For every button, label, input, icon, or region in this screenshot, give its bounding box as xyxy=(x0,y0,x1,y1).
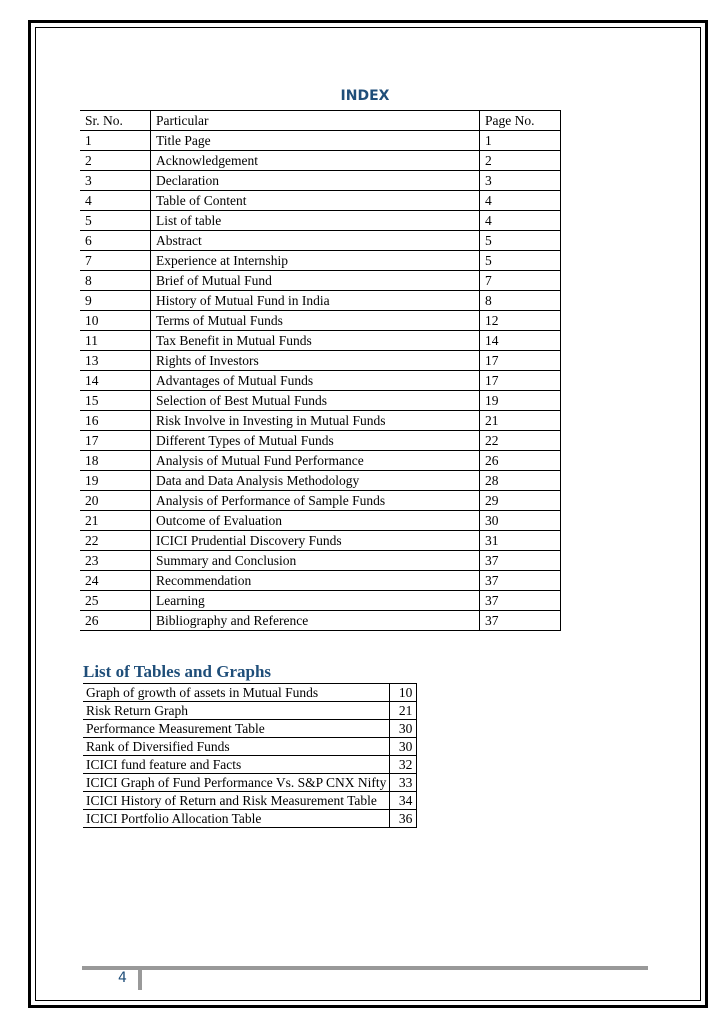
list-of-tables-title: List of Tables and Graphs xyxy=(83,662,272,681)
index-row xyxy=(80,391,561,411)
index-particular-cell: ICICI Prudential Discovery Funds xyxy=(151,531,480,551)
index-particular-cell: Table of Content xyxy=(151,191,480,211)
header-sr: Sr. No. xyxy=(80,111,151,131)
index-particular-cell: Summary and Conclusion xyxy=(151,551,480,571)
index-sr-cell: 3 xyxy=(80,171,151,191)
index-title: INDEX xyxy=(340,88,390,104)
lot-page-cell: 34 xyxy=(390,792,417,810)
index-row xyxy=(80,591,561,611)
index-particular-cell: Analysis of Performance of Sample Funds xyxy=(151,491,480,511)
index-row xyxy=(80,171,561,191)
index-page-cell: 37 xyxy=(480,571,561,591)
index-particular-cell: Learning xyxy=(151,591,480,611)
index-particular-cell: Selection of Best Mutual Funds xyxy=(151,391,480,411)
index-particular-cell: Rights of Investors xyxy=(151,351,480,371)
index-particular-cell: Terms of Mutual Funds xyxy=(151,311,480,331)
index-sr-cell: 2 xyxy=(80,151,151,171)
index-sr-cell: 15 xyxy=(80,391,151,411)
index-row xyxy=(80,551,561,571)
index-row xyxy=(80,231,561,251)
list-of-tables-table xyxy=(83,683,417,828)
list-of-tables-row xyxy=(83,684,417,702)
index-particular-cell: Acknowledgement xyxy=(151,151,480,171)
index-row xyxy=(80,531,561,551)
index-row xyxy=(80,351,561,371)
index-row xyxy=(80,311,561,331)
footer-separator xyxy=(138,968,142,990)
index-row xyxy=(80,511,561,531)
index-row xyxy=(80,331,561,351)
index-row xyxy=(80,431,561,451)
list-of-tables-row xyxy=(83,810,417,828)
list-of-tables-row xyxy=(83,738,417,756)
index-page-cell: 2 xyxy=(480,151,561,171)
index-particular-cell: List of table xyxy=(151,211,480,231)
index-row xyxy=(80,211,561,231)
index-particular-cell: Advantages of Mutual Funds xyxy=(151,371,480,391)
index-particular-cell: Risk Involve in Investing in Mutual Funds xyxy=(151,411,480,431)
index-table xyxy=(80,110,561,631)
list-of-tables-row xyxy=(83,756,417,774)
lot-page-cell: 30 xyxy=(390,738,417,756)
index-row xyxy=(80,291,561,311)
lot-name-cell: Graph of growth of assets in Mutual Funds xyxy=(83,684,390,702)
list-of-tables-row xyxy=(83,702,417,720)
index-row xyxy=(80,571,561,591)
index-sr-cell: 21 xyxy=(80,511,151,531)
index-sr-cell: 10 xyxy=(80,311,151,331)
index-page-cell: 29 xyxy=(480,491,561,511)
list-of-tables-row xyxy=(83,774,417,792)
index-page-cell: 4 xyxy=(480,211,561,231)
index-page-cell: 37 xyxy=(480,591,561,611)
header-particular: Particular xyxy=(151,111,480,131)
index-page-cell: 7 xyxy=(480,271,561,291)
index-particular-cell: Declaration xyxy=(151,171,480,191)
index-sr-cell: 22 xyxy=(80,531,151,551)
index-sr-cell: 16 xyxy=(80,411,151,431)
page-number: 4 xyxy=(118,970,127,986)
lot-name-cell: ICICI History of Return and Risk Measurement Table xyxy=(83,792,390,810)
lot-name-cell: ICICI fund feature and Facts xyxy=(83,756,390,774)
index-row xyxy=(80,491,561,511)
index-particular-cell: Recommendation xyxy=(151,571,480,591)
index-sr-cell: 7 xyxy=(80,251,151,271)
lot-page-cell: 10 xyxy=(390,684,417,702)
index-page-cell: 3 xyxy=(480,171,561,191)
index-sr-cell: 18 xyxy=(80,451,151,471)
index-row xyxy=(80,471,561,491)
index-page-cell: 37 xyxy=(480,611,561,631)
index-page-cell: 5 xyxy=(480,231,561,251)
index-sr-cell: 23 xyxy=(80,551,151,571)
index-sr-cell: 13 xyxy=(80,351,151,371)
index-page-cell: 22 xyxy=(480,431,561,451)
index-sr-cell: 26 xyxy=(80,611,151,631)
index-page-cell: 5 xyxy=(480,251,561,271)
index-page-cell: 30 xyxy=(480,511,561,531)
index-row xyxy=(80,271,561,291)
index-row xyxy=(80,371,561,391)
index-particular-cell: Outcome of Evaluation xyxy=(151,511,480,531)
index-page-cell: 21 xyxy=(480,411,561,431)
index-sr-cell: 6 xyxy=(80,231,151,251)
index-page-cell: 12 xyxy=(480,311,561,331)
lot-name-cell: Performance Measurement Table xyxy=(83,720,390,738)
index-row xyxy=(80,131,561,151)
lot-name-cell: Risk Return Graph xyxy=(83,702,390,720)
lot-name-cell: Rank of Diversified Funds xyxy=(83,738,390,756)
index-page-cell: 28 xyxy=(480,471,561,491)
index-page-cell: 1 xyxy=(480,131,561,151)
index-particular-cell: Analysis of Mutual Fund Performance xyxy=(151,451,480,471)
index-row xyxy=(80,451,561,471)
index-sr-cell: 11 xyxy=(80,331,151,351)
header-page: Page No. xyxy=(480,111,561,131)
list-of-tables-row xyxy=(83,792,417,810)
index-sr-cell: 5 xyxy=(80,211,151,231)
index-particular-cell: Abstract xyxy=(151,231,480,251)
index-sr-cell: 4 xyxy=(80,191,151,211)
lot-name-cell: ICICI Graph of Fund Performance Vs. S&P CNX Nifty xyxy=(83,774,390,792)
index-sr-cell: 9 xyxy=(80,291,151,311)
lot-page-cell: 32 xyxy=(390,756,417,774)
index-particular-cell: Experience at Internship xyxy=(151,251,480,271)
index-sr-cell: 19 xyxy=(80,471,151,491)
index-sr-cell: 20 xyxy=(80,491,151,511)
index-particular-cell: Tax Benefit in Mutual Funds xyxy=(151,331,480,351)
list-of-tables-row xyxy=(83,720,417,738)
index-sr-cell: 14 xyxy=(80,371,151,391)
index-page-cell: 26 xyxy=(480,451,561,471)
index-page-cell: 17 xyxy=(480,371,561,391)
index-row xyxy=(80,611,561,631)
index-sr-cell: 25 xyxy=(80,591,151,611)
lot-name-cell: ICICI Portfolio Allocation Table xyxy=(83,810,390,828)
index-row xyxy=(80,411,561,431)
index-sr-cell: 8 xyxy=(80,271,151,291)
index-particular-cell: Title Page xyxy=(151,131,480,151)
index-row xyxy=(80,191,561,211)
index-page-cell: 37 xyxy=(480,551,561,571)
index-sr-cell: 17 xyxy=(80,431,151,451)
lot-page-cell: 30 xyxy=(390,720,417,738)
index-sr-cell: 24 xyxy=(80,571,151,591)
index-sr-cell: 1 xyxy=(80,131,151,151)
index-page-cell: 14 xyxy=(480,331,561,351)
lot-page-cell: 33 xyxy=(390,774,417,792)
footer-rule xyxy=(82,966,648,970)
index-row xyxy=(80,151,561,171)
index-page-cell: 19 xyxy=(480,391,561,411)
index-particular-cell: Different Types of Mutual Funds xyxy=(151,431,480,451)
index-page-cell: 8 xyxy=(480,291,561,311)
index-page-cell: 17 xyxy=(480,351,561,371)
index-row xyxy=(80,251,561,271)
lot-page-cell: 21 xyxy=(390,702,417,720)
index-particular-cell: History of Mutual Fund in India xyxy=(151,291,480,311)
index-page-cell: 4 xyxy=(480,191,561,211)
index-page-cell: 31 xyxy=(480,531,561,551)
index-particular-cell: Bibliography and Reference xyxy=(151,611,480,631)
index-header-row xyxy=(80,111,561,131)
index-particular-cell: Data and Data Analysis Methodology xyxy=(151,471,480,491)
lot-page-cell: 36 xyxy=(390,810,417,828)
index-particular-cell: Brief of Mutual Fund xyxy=(151,271,480,291)
